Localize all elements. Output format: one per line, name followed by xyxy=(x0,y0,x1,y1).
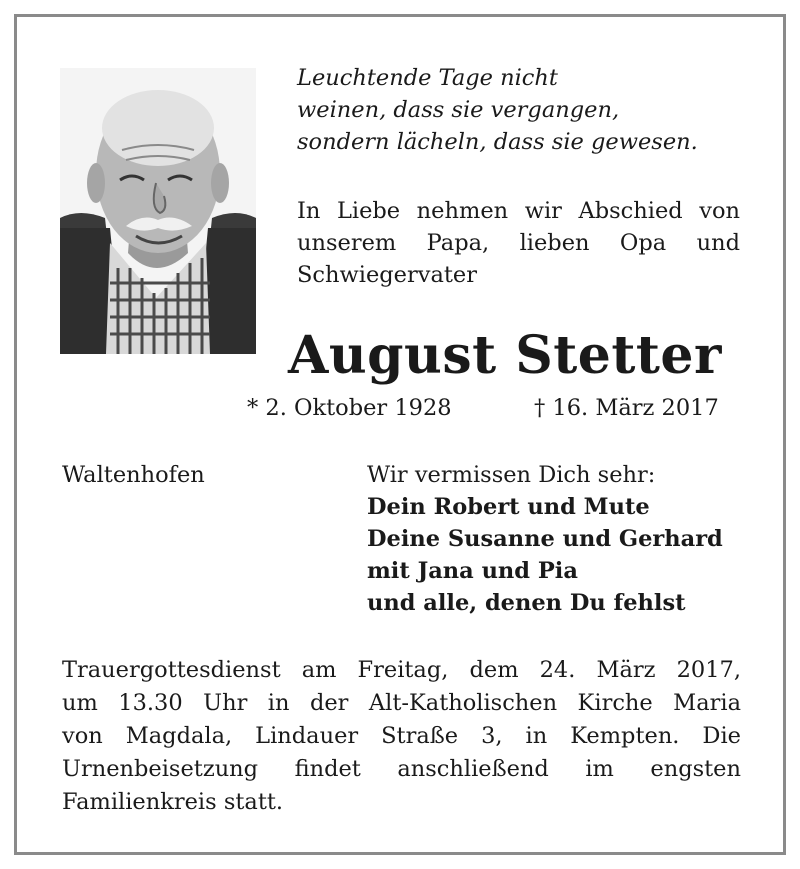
service-line: von Magdala, Lindauer Straße 3, in Kempten. Die xyxy=(62,723,741,749)
mourners-intro: Wir vermissen Dich sehr: xyxy=(367,462,656,488)
mourner-line: Dein Robert und Mute xyxy=(367,494,650,520)
service-info xyxy=(62,654,741,819)
service-line: Trauergottesdienst am Freitag, dem 24. März 2017, xyxy=(62,657,741,683)
mourner-line: mit Jana und Pia xyxy=(367,558,578,584)
quote-line: sondern lächeln, dass sie gewesen. xyxy=(297,129,698,155)
service-line: um 13.30 Uhr in der Alt-Katholischen Kirche Maria xyxy=(62,690,741,716)
farewell-intro xyxy=(297,195,740,291)
deceased-name: August Stetter xyxy=(288,325,722,386)
intro-line: In Liebe nehmen wir Abschied von xyxy=(297,198,740,224)
service-line: Urnenbeisetzung findet anschließend im engsten xyxy=(62,756,741,782)
place: Waltenhofen xyxy=(62,462,205,488)
portrait-photo xyxy=(60,68,256,354)
quote-line: Leuchtende Tage nicht xyxy=(297,65,558,91)
mourners xyxy=(367,459,723,619)
mourner-line: und alle, denen Du fehlst xyxy=(367,590,686,616)
service-line: Familienkreis statt. xyxy=(62,789,284,815)
intro-line: unserem Papa, lieben Opa und xyxy=(297,230,740,256)
death-date: † 16. März 2017 xyxy=(534,395,719,421)
quote-line: weinen, dass sie vergangen, xyxy=(297,97,620,123)
mourner-line: Deine Susanne und Gerhard xyxy=(367,526,723,552)
intro-line: Schwiegervater xyxy=(297,262,477,288)
quote xyxy=(297,62,698,158)
birth-date: * 2. Oktober 1928 xyxy=(247,395,452,421)
